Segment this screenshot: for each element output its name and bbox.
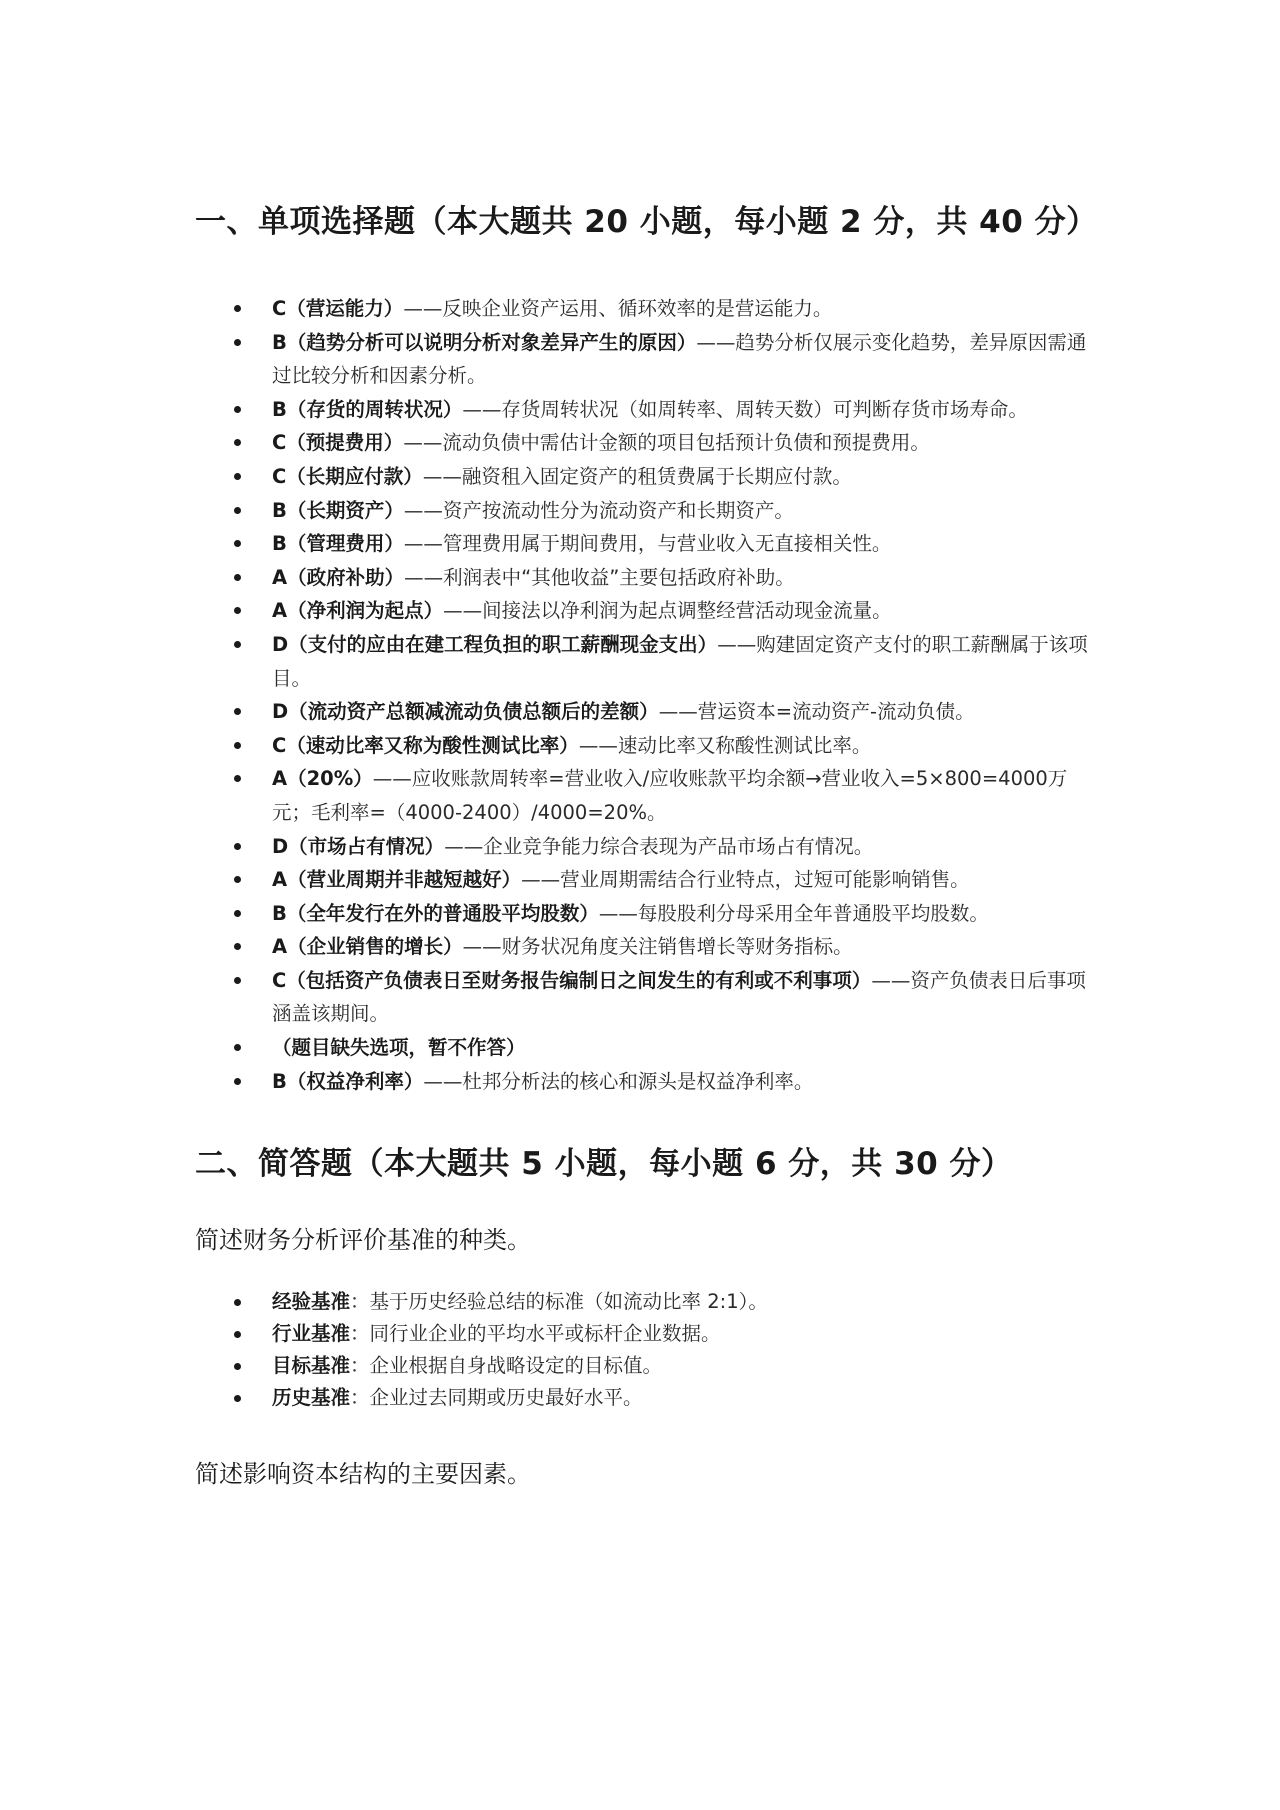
list-item [195,1318,1090,1350]
list-item [195,762,1090,829]
answer-explanation: ——速动比率又称酸性测试比率。 [578,733,872,757]
answer-key: B（趋势分析可以说明分析对象差异产生的原因） [272,330,697,354]
answer-key: C（长期应付款） [272,464,423,488]
list-item [195,964,1090,1031]
answer-explanation: ：企业过去同期或历史最好水平。 [350,1386,643,1410]
answer-key: B（长期资产） [272,498,404,522]
answer-explanation: ：同行业企业的平均水平或标杆企业数据。 [350,1322,721,1346]
answer-key: A（企业销售的增长） [272,935,463,959]
answer-explanation: ——购建固定资产支付的职工薪酬属于该项目。 [272,632,1088,690]
list-item [195,561,1090,595]
list-item [195,494,1090,528]
answer-key: （题目缺失选项，暂不作答） [272,1036,526,1060]
answer-explanation: ——每股股利分母采用全年普通股平均股数。 [598,901,989,925]
answer-explanation: ——融资租入固定资产的租赁费属于长期应付款。 [422,464,852,488]
list-item [195,594,1090,628]
list-item [195,1031,1090,1065]
answer-key: B（权益净利率） [272,1069,424,1093]
answer-explanation: ——企业竞争能力综合表现为产品市场占有情况。 [444,834,874,858]
list-item [195,292,1090,326]
answer-key: 目标基准 [272,1354,351,1378]
answer-key: C（速动比率又称为酸性测试比率） [272,733,579,757]
answer-key: A（政府补助） [272,565,405,589]
answer-key: A（营业周期并非越短越好） [272,868,522,892]
list-item [195,930,1090,964]
question-title: 简述影响资本结构的主要因素。 [195,1460,531,1489]
list-item [195,695,1090,729]
answer-explanation: ——间接法以净利润为起点调整经营活动现金流量。 [443,599,892,623]
answer-explanation: ——杜邦分析法的核心和源头是权益净利率。 [423,1069,814,1093]
list-item [195,1065,1090,1099]
answer-key: A（20%） [272,767,373,791]
answer-key: 历史基准 [272,1386,351,1410]
answer-explanation: ——营运资本=流动资产-流动负债。 [658,700,975,724]
answer-explanation: ——反映企业资产运用、循环效率的是营运能力。 [403,297,833,320]
answer-list [195,292,1090,1098]
answer-key: C（包括资产负债表日至财务报告编制日之间发生的有利或不利事项） [272,968,872,992]
answer-key: D（支付的应由在建工程负担的职工薪酬现金支出） [272,632,718,656]
section-title-short-answer: 二、简答题（本大题共 5 小题，每小题 6 分，共 30 分） [195,1146,1013,1183]
answer-explanation: ——资产负债表日后事项涵盖该期间。 [272,968,1086,1026]
answer-key: B（存货的周转状况） [272,397,463,421]
list-item [195,1382,1090,1414]
answer-explanation: ——财务状况角度关注销售增长等财务指标。 [462,935,853,959]
list-item [195,863,1090,897]
answer-key: 经验基准 [272,1290,351,1314]
answer-explanation: ——流动负债中需估计金额的项目包括预计负债和预提费用。 [403,431,930,455]
answer-explanation: ——存货周转状况（如周转率、周转天数）可判断存货市场寿命。 [462,397,1028,421]
list-item [195,830,1090,864]
list-item [195,1286,1090,1318]
answer-explanation: ：企业根据自身战略设定的目标值。 [350,1354,663,1378]
answer-key: C（营运能力） [272,297,404,320]
answer-key: B（管理费用） [272,532,404,556]
answer-key: 行业基准 [272,1322,351,1346]
list-item [195,460,1090,494]
list-item [195,326,1090,393]
list-item [195,527,1090,561]
answer-key: C（预提费用） [272,431,404,455]
answer-explanation: ——利润表中“其他收益”主要包括政府补助。 [404,565,795,589]
document-page [195,186,1098,1494]
answer-explanation: ——资产按流动性分为流动资产和长期资产。 [403,498,794,522]
question-title: 简述财务分析评价基准的种类。 [195,1226,531,1255]
section-title-choice: 一、单项选择题（本大题共 20 小题，每小题 2 分，共 40 分） [195,204,1098,240]
answer-explanation: ——营业周期需结合行业特点，过短可能影响销售。 [521,868,970,892]
answer-explanation: ——趋势分析仅展示变化趋势，差异原因需通过比较分析和因素分析。 [272,330,1087,388]
list-item [195,1350,1090,1382]
answer-key: D（市场占有情况） [272,834,445,858]
list-item [195,426,1090,460]
answer-explanation: ——应收账款周转率=营业收入/应收账款平均余额→营业收入=5×800=4000万元；毛利率=（4000-2400）/4000=20%。 [272,767,1068,824]
list-item [195,897,1090,931]
list-item [195,729,1090,763]
answer-key: B（全年发行在外的普通股平均股数） [272,901,599,925]
basis-list [195,1286,1090,1414]
list-item [195,393,1090,427]
answer-explanation: ：基于历史经验总结的标准（如流动比率 2:1）。 [350,1290,768,1314]
answer-key: A（净利润为起点） [272,599,444,623]
list-item [195,628,1090,695]
answer-key: D（流动资产总额减流动负债总额后的差额） [272,700,659,724]
answer-explanation: ——管理费用属于期间费用，与营业收入无直接相关性。 [403,532,892,556]
